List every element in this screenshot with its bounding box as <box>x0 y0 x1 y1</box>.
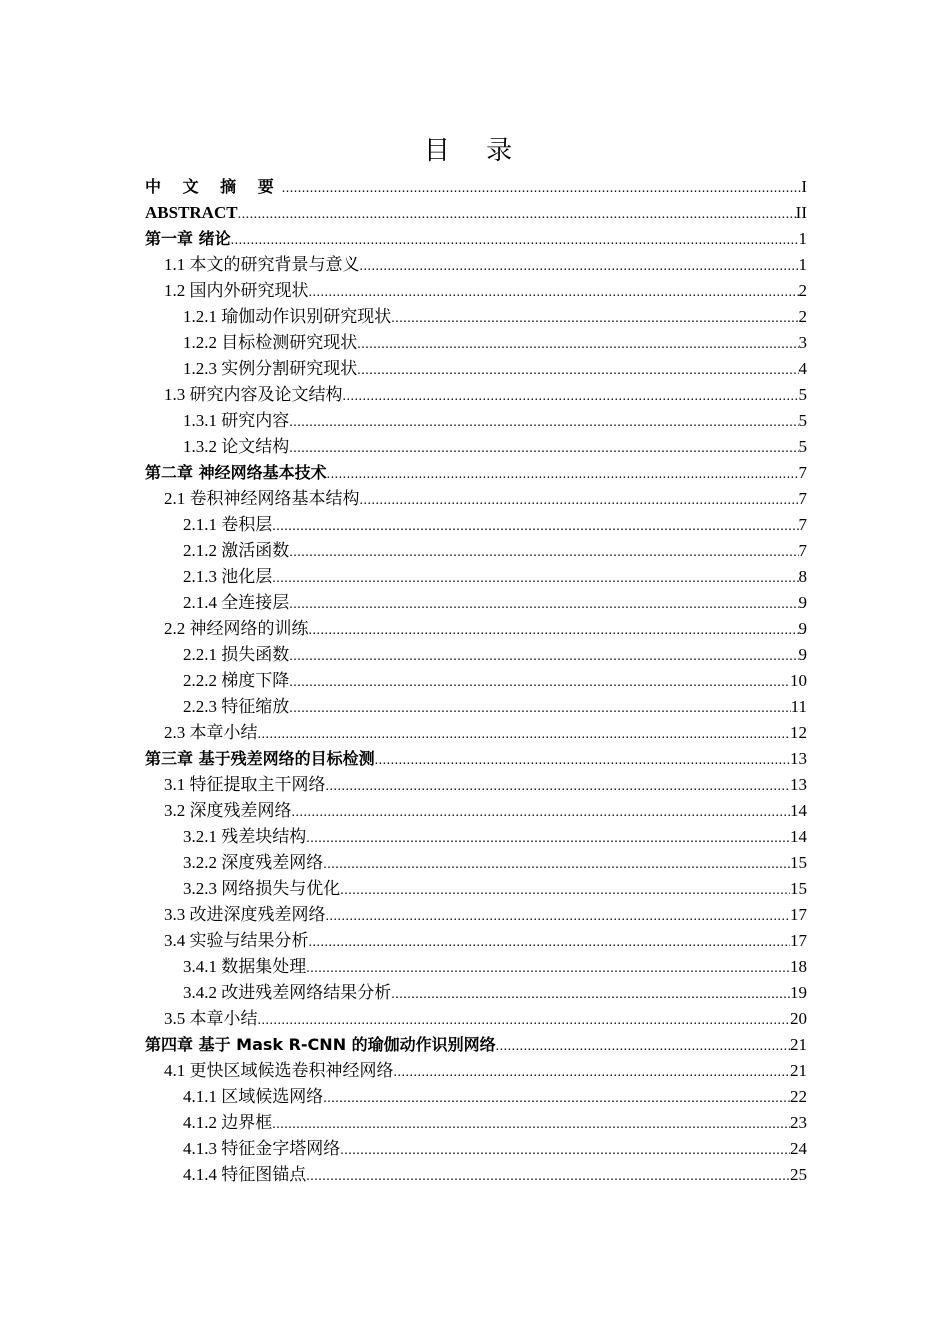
toc-leader <box>391 982 790 1008</box>
toc-page-number: 5 <box>798 437 807 456</box>
toc-entry[interactable] <box>145 1162 807 1188</box>
toc-page-number: 19 <box>790 983 807 1002</box>
toc-leader <box>289 696 790 722</box>
toc-page-number: 1 <box>798 229 807 248</box>
toc-page-number: 17 <box>790 931 807 950</box>
toc-leader <box>327 462 799 488</box>
toc-page-number: 3 <box>798 333 807 352</box>
toc-page-number: 1 <box>798 255 807 274</box>
toc-page-number: 15 <box>790 853 807 872</box>
toc-entry[interactable] <box>145 538 807 564</box>
toc-leader <box>282 176 802 202</box>
toc-entry[interactable] <box>145 330 807 356</box>
toc-entry-label: 1.1 本文的研究背景与意义 <box>164 255 360 274</box>
toc-entry[interactable] <box>145 200 807 226</box>
toc-leader <box>289 644 798 670</box>
toc-leader <box>292 800 791 826</box>
toc-entry-label: 3.1 特征提取主干网络 <box>164 775 326 794</box>
toc-page-number: 22 <box>790 1087 807 1106</box>
toc-entry[interactable] <box>145 226 807 252</box>
toc-entry-label: 第三章 基于残差网络的目标检测 <box>145 749 375 768</box>
toc-entry-label: 3.4 实验与结果分析 <box>164 931 309 950</box>
toc-page-number: 13 <box>790 775 807 794</box>
toc-entry[interactable] <box>145 252 807 278</box>
toc-entry[interactable] <box>145 1032 807 1058</box>
toc-entry[interactable] <box>145 746 807 772</box>
toc-page-number: 17 <box>790 905 807 924</box>
toc-page-number: 7 <box>798 541 807 560</box>
toc-entry-label: 2.3 本章小结 <box>164 723 258 742</box>
toc-entry[interactable] <box>145 694 807 720</box>
toc-entry-label: 2.2.3 特征缩放 <box>183 697 290 716</box>
toc-entry[interactable] <box>145 278 807 304</box>
toc-leader <box>309 618 799 644</box>
toc-leader <box>340 1138 790 1164</box>
toc-entry[interactable] <box>145 564 807 590</box>
toc-entry[interactable] <box>145 1006 807 1032</box>
toc-entry[interactable] <box>145 720 807 746</box>
toc-entry-label: 4.1.2 边界框 <box>183 1113 273 1132</box>
toc-leader <box>289 670 790 696</box>
toc-leader <box>309 280 799 306</box>
page-title: 目 录 <box>423 136 527 166</box>
toc-entry-label: 2.1.3 池化层 <box>183 567 273 586</box>
toc-page-number: 12 <box>790 723 807 742</box>
toc-page-number: 5 <box>798 385 807 404</box>
toc-entry[interactable] <box>145 590 807 616</box>
toc-page-number: 5 <box>798 411 807 430</box>
toc-leader <box>289 410 798 436</box>
toc-entry-label: 3.4.1 数据集处理 <box>183 957 307 976</box>
toc-leader <box>326 904 791 930</box>
toc-leader <box>306 956 790 982</box>
toc-entry-label: 2.1.4 全连接层 <box>183 593 290 612</box>
toc-page-number: 7 <box>798 463 807 482</box>
toc-leader <box>375 748 790 774</box>
toc-entry[interactable] <box>145 356 807 382</box>
toc-leader <box>272 514 798 540</box>
toc-page-number: 23 <box>790 1113 807 1132</box>
toc-leader <box>231 228 799 254</box>
toc-entry-label: ABSTRACT <box>145 203 238 222</box>
toc-entry-label: 2.1.1 卷积层 <box>183 515 273 534</box>
toc-leader <box>360 254 799 280</box>
toc-entry-label: 3.2.2 深度残差网络 <box>183 853 324 872</box>
toc-leader <box>289 592 798 618</box>
toc-entry-label: 1.3.2 论文结构 <box>183 437 290 456</box>
toc-entry-label: 3.2 深度残差网络 <box>164 801 292 820</box>
toc-entry[interactable] <box>145 512 807 538</box>
toc-entry[interactable] <box>145 1110 807 1136</box>
toc-leader <box>238 202 796 228</box>
toc-page-number: 2 <box>798 307 807 326</box>
toc-entry[interactable] <box>145 434 807 460</box>
toc-page-number: 9 <box>798 593 807 612</box>
toc-leader <box>496 1034 790 1060</box>
toc-entry-label: 2.1.2 激活函数 <box>183 541 290 560</box>
toc-entry-label: 1.2.1 瑜伽动作识别研究现状 <box>183 307 392 326</box>
toc-leader <box>357 332 798 358</box>
toc-entry[interactable] <box>145 1084 807 1110</box>
toc-entry[interactable] <box>145 772 807 798</box>
toc-page-number: 21 <box>790 1035 807 1054</box>
toc-entry[interactable] <box>145 850 807 876</box>
toc-page-number: 7 <box>798 515 807 534</box>
toc-entry-label: 中 文 摘 要 <box>145 177 282 196</box>
toc-entry-label: 2.2.1 损失函数 <box>183 645 290 664</box>
toc-entry[interactable] <box>145 876 807 902</box>
toc-leader <box>306 1164 790 1190</box>
toc-entry[interactable] <box>145 902 807 928</box>
toc-page-number: 14 <box>790 801 807 820</box>
toc-entry[interactable] <box>145 668 807 694</box>
toc-page-number: 18 <box>790 957 807 976</box>
toc-page-number: 11 <box>790 697 807 716</box>
toc-leader <box>289 436 798 462</box>
toc-leader <box>306 826 790 852</box>
toc-entry-label: 第一章 绪论 <box>145 229 231 248</box>
toc-page-number: 9 <box>798 619 807 638</box>
toc-leader <box>272 1112 790 1138</box>
toc-page-number: 14 <box>790 827 807 846</box>
toc-entry-label: 2.2.2 梯度下降 <box>183 671 290 690</box>
toc-page-number: 21 <box>790 1061 807 1080</box>
toc-entry-label: 1.2 国内外研究现状 <box>164 281 309 300</box>
toc-entry-label: 1.3 研究内容及论文结构 <box>164 385 343 404</box>
toc-entry[interactable] <box>145 980 807 1006</box>
toc-entry[interactable] <box>145 408 807 434</box>
toc-page-number: I <box>801 177 807 196</box>
toc-page-number: 2 <box>798 281 807 300</box>
toc-leader <box>323 852 790 878</box>
toc-leader <box>323 1086 790 1112</box>
toc-page-number: 24 <box>790 1139 807 1158</box>
toc-entry[interactable] <box>145 642 807 668</box>
toc-leader <box>289 540 798 566</box>
toc-entry[interactable] <box>145 1058 807 1084</box>
toc-entry-label: 3.2.3 网络损失与优化 <box>183 879 341 898</box>
toc-page-number: 20 <box>790 1009 807 1028</box>
toc-page-number: 7 <box>798 489 807 508</box>
toc-page-number: 25 <box>790 1165 807 1184</box>
toc-page-number: 8 <box>798 567 807 586</box>
toc-entry[interactable] <box>145 460 807 486</box>
toc-entry-label: 3.4.2 改进残差网络结果分析 <box>183 983 392 1002</box>
toc-page-number: 10 <box>790 671 807 690</box>
toc-entry-label: 3.3 改进深度残差网络 <box>164 905 326 924</box>
table-of-contents <box>145 174 807 1188</box>
toc-leader <box>394 1060 791 1086</box>
toc-entry-label: 第二章 神经网络基本技术 <box>145 463 327 482</box>
toc-entry-label: 1.2.2 目标检测研究现状 <box>183 333 358 352</box>
toc-entry-label: 第四章 基于 Mask R-CNN 的瑜伽动作识别网络 <box>145 1035 496 1054</box>
toc-entry-label: 1.3.1 研究内容 <box>183 411 290 430</box>
toc-entry-label: 2.1 卷积神经网络基本结构 <box>164 489 360 508</box>
toc-entry[interactable] <box>145 928 807 954</box>
toc-leader <box>391 306 798 332</box>
toc-entry-label: 4.1.1 区域候选网络 <box>183 1087 324 1106</box>
toc-entry[interactable] <box>145 304 807 330</box>
toc-entry[interactable] <box>145 174 807 200</box>
toc-entry[interactable] <box>145 1136 807 1162</box>
toc-entry-label: 4.1.4 特征图锚点 <box>183 1165 307 1184</box>
toc-leader <box>326 774 791 800</box>
toc-page-number: II <box>795 203 807 222</box>
toc-leader <box>357 358 798 384</box>
toc-entry-label: 3.2.1 残差块结构 <box>183 827 307 846</box>
toc-page-number: 15 <box>790 879 807 898</box>
toc-entry-label: 1.2.3 实例分割研究现状 <box>183 359 358 378</box>
toc-entry[interactable] <box>145 616 807 642</box>
toc-entry[interactable] <box>145 486 807 512</box>
toc-leader <box>309 930 791 956</box>
toc-entry-label: 2.2 神经网络的训练 <box>164 619 309 638</box>
toc-entry[interactable] <box>145 798 807 824</box>
toc-entry-label: 4.1 更快区域候选卷积神经网络 <box>164 1061 394 1080</box>
toc-leader <box>258 1008 791 1034</box>
toc-page-number: 9 <box>798 645 807 664</box>
toc-entry[interactable] <box>145 824 807 850</box>
toc-leader <box>343 384 799 410</box>
toc-leader <box>272 566 798 592</box>
toc-entry-label: 3.5 本章小结 <box>164 1009 258 1028</box>
toc-entry-label: 4.1.3 特征金字塔网络 <box>183 1139 341 1158</box>
toc-entry[interactable] <box>145 954 807 980</box>
toc-entry[interactable] <box>145 382 807 408</box>
toc-page-number: 4 <box>798 359 807 378</box>
toc-leader <box>258 722 791 748</box>
toc-leader <box>340 878 790 904</box>
toc-page-number: 13 <box>790 749 807 768</box>
toc-leader <box>360 488 799 514</box>
